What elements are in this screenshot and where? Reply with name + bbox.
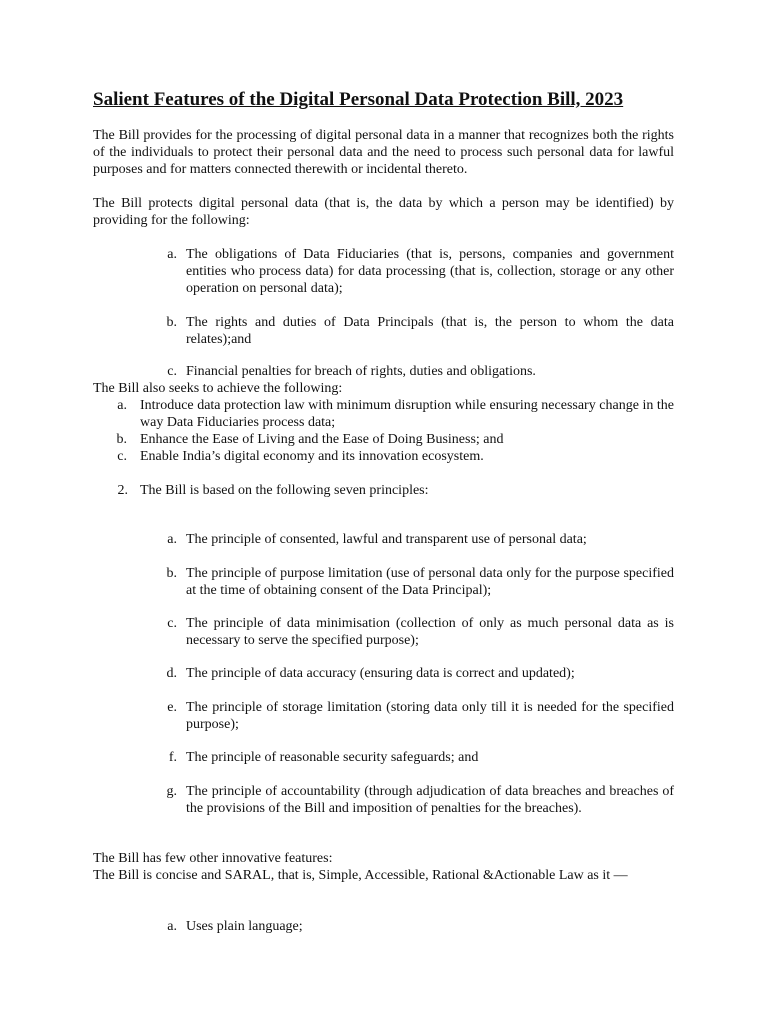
document-page	[93, 0, 674, 1024]
list-marker: b.	[116, 432, 127, 447]
protects-paragraph: The Bill protects digital personal data (that is, the data by which a person may be identified) by providing for the following:	[93, 196, 674, 228]
list-text: The Bill is based on the following seven principles:	[140, 483, 429, 498]
list-text: The principle of data accuracy (ensuring data is correct and updated);	[186, 666, 575, 681]
list-text: The principle of purpose limitation (use of personal data only for the purpose specified at the time of obtaining consent of the Data Principal);	[186, 566, 674, 598]
list-marker: a.	[167, 532, 177, 547]
list-text: Introduce data protection law with minimum disruption while ensuring necessary change in the way Data Fiduciaries process data;	[140, 398, 674, 430]
list-marker: a.	[167, 919, 177, 934]
list-marker: b.	[166, 315, 177, 330]
innovative-heading: The Bill has few other innovative features:	[93, 851, 333, 866]
intro-paragraph: The Bill provides for the processing of digital personal data in a manner that recognizes both the rights of the individuals to protect their personal data and the need to process such personal data for lawful purposes and for matters connected therewith or incidental thereto.	[93, 128, 674, 177]
list-marker: a.	[117, 398, 127, 413]
saral-paragraph: The Bill is concise and SARAL, that is, Simple, Accessible, Rational &Actionable Law as it —	[93, 868, 628, 883]
list-marker: g.	[166, 784, 177, 799]
list-text: The principle of storage limitation (storing data only till it is needed for the specified purpose);	[186, 700, 674, 732]
list-marker: c.	[117, 449, 127, 464]
list-text: The principle of consented, lawful and transparent use of personal data;	[186, 532, 587, 547]
seeks-heading: The Bill also seeks to achieve the following:	[93, 381, 343, 396]
list-text: Enable India’s digital economy and its innovation ecosystem.	[140, 449, 484, 464]
list-marker: b.	[166, 566, 177, 581]
list-marker: d.	[166, 666, 177, 681]
list-marker: 2.	[117, 483, 128, 498]
list-marker: e.	[167, 700, 177, 715]
list-text: The rights and duties of Data Principals (that is, the person to whom the data relates);and	[186, 315, 674, 347]
list-marker: a.	[167, 247, 177, 262]
document-title: Salient Features of the Digital Personal Data Protection Bill, 2023	[93, 89, 624, 110]
list-text: The principle of data minimisation (collection of only as much personal data as is necessary to serve the specified purpose);	[186, 616, 674, 648]
list-text: Financial penalties for breach of rights, duties and obligations.	[186, 364, 536, 379]
list-text: The obligations of Data Fiduciaries (that is, persons, companies and government entities who process data) for data processing (that is, collection, storage or any other operation on personal data);	[186, 247, 674, 296]
list-text: Uses plain language;	[186, 919, 303, 934]
list-text: Enhance the Ease of Living and the Ease of Doing Business; and	[140, 432, 504, 447]
list-marker: f.	[168, 750, 177, 765]
list-marker: c.	[167, 364, 177, 379]
list-marker: c.	[167, 616, 177, 631]
list-text: The principle of reasonable security safeguards; and	[186, 750, 479, 765]
list-text: The principle of accountability (through adjudication of data breaches and breaches of the provisions of the Bill and imposition of penalties for the breaches).	[186, 784, 674, 816]
